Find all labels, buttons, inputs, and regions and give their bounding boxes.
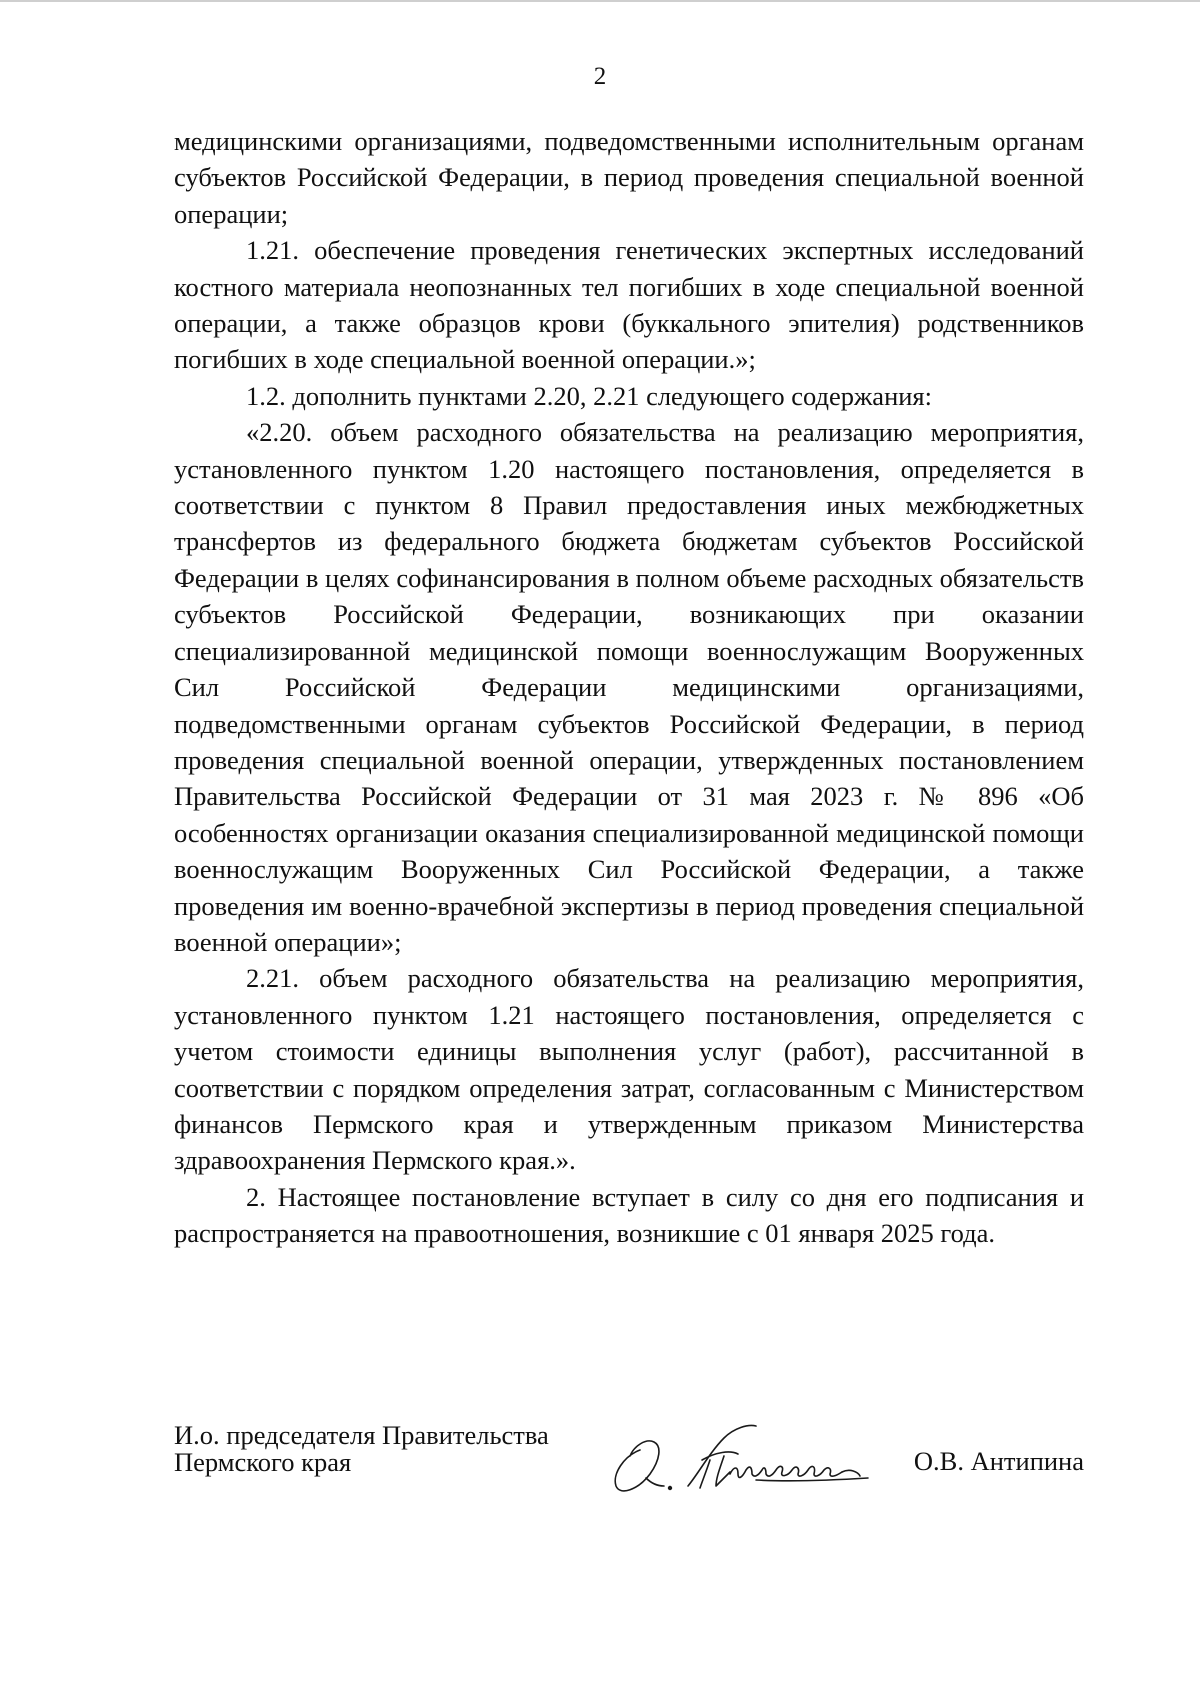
signatory-position-line-2: Пермского края [174,1447,352,1477]
paragraph-item-1-2: 1.2. дополнить пунктами 2.20, 2.21 следующего содержания: [246,380,932,411]
paragraph-item-2: 2. Настоящее постановление вступает в силу со дня его подписания и распространяется на правоотношения, возникшие с 01 января 2025 года. [174,1181,1084,1249]
paragraph-item-2-21: 2.21. объем расходного обязательства на реализацию мероприятия, установленного пунктом 1.21 настоящего постановления, определяется с учетом стоимости единицы выполнения услуг (работ), рассчитанной в соответствии с порядком определения затрат, согласованным с Министерством финансов Пермского края и утвержденным приказом Министерства здравоохранения Пермского края.». [174,963,1084,1176]
page-top-edge [0,0,1200,2]
signer-name: О.В. Антипина [913,1446,1084,1476]
paragraph-item-2-20: «2.20. объем расходного обязательства на реализацию мероприятия, установленного пунктом 1.20 настоящего постановления, определяется в соответствии с пунктом 8 Правил предоставления иных межбюджетных трансфертов из федерального бюджета бюджетам субъектов Российской Федерации в целях софинансирования в полном объеме расходных обязательств субъектов Российской Федерации, возникающих при оказании специализированной медицинской помощи военнослужащим Вооруженных Сил Российской Федерации медицинскими организациями, подведомственными органам субъектов Российской Федерации, в период проведения специальной военной операции, утвержденных постановлением Правительства Российской Федерации от 31 мая 2023 г. № 896 «Об особенностях организации оказания специализированной медицинской помощи военнослужащим Вооруженных Сил Российской Федерации, а также проведения им военно-врачебной экспертизы в период проведения специальной военной операции»; [174,417,1084,957]
page-number: 2 [593,63,607,90]
signatory-position-line-1: И.о. председателя Правительства [174,1420,549,1450]
paragraph-continuation: медицинскими организациями, подведомственными исполнительным органам субъектов Российской Федерации, в период проведения специальной военной операции; [174,126,1084,229]
handwritten-signature [606,1416,906,1498]
signatory-position [174,1422,549,1476]
paragraph-item-1-21: 1.21. обеспечение проведения генетических экспертных исследований костного материала неопознанных тел погибших в ходе специальной военной операции, а также образцов крови (буккального эпителия) родственников погибших в ходе специальной военной операции.»; [174,235,1084,375]
document-body [174,123,1084,1252]
